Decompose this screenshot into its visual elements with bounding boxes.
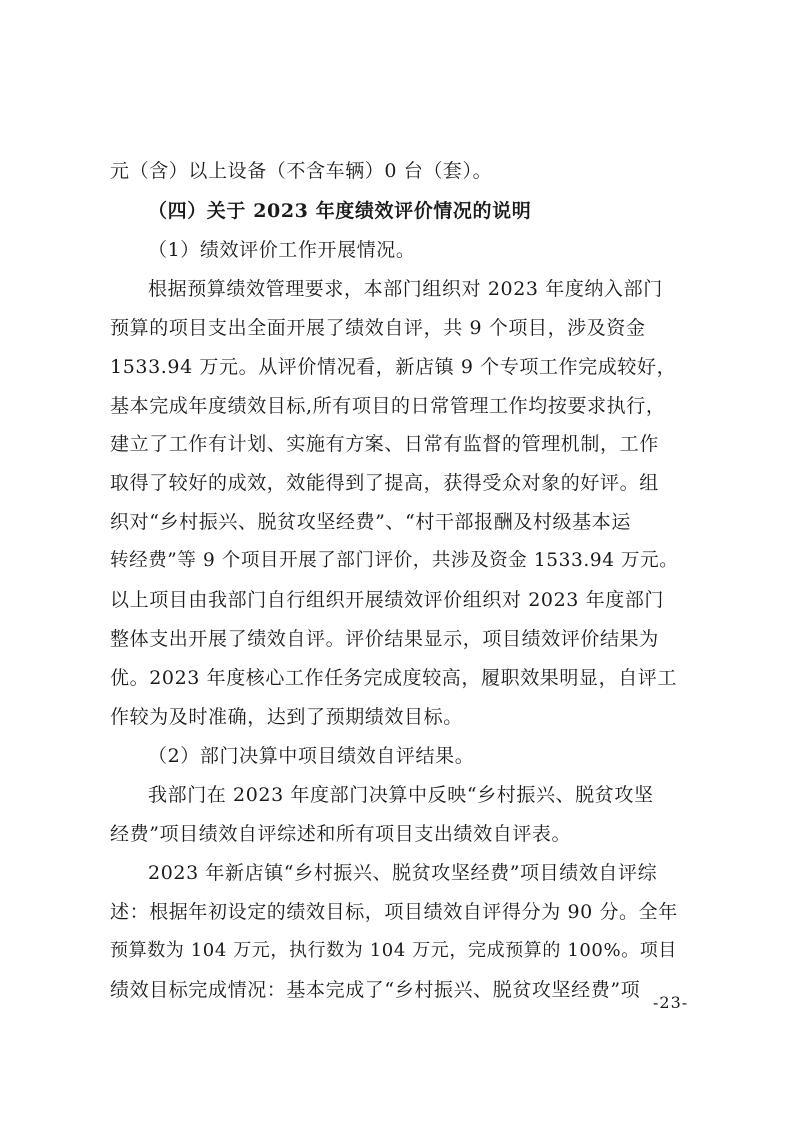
subsection-heading: （2）部门决算中项目绩效自评结果。 (148, 745, 475, 767)
text-line: 1533.94 万元。从评价情况看，新店镇 9 个专项工作完成较好， (110, 356, 677, 378)
section-heading: （四）关于 2023 年度绩效评价情况的说明 (148, 200, 532, 222)
text-line: 我部门在 2023 年度部门决算中反映“乡村振兴、脱贫攻坚 (148, 784, 654, 806)
text-line: 优。2023 年度核心工作任务完成度较高，履职效果明显，自评工 (110, 667, 677, 689)
text-line: 预算的项目支出全面开展了绩效自评，共 9 个项目，涉及资金 (110, 317, 646, 339)
subsection-heading: （1）绩效评价工作开展情况。 (148, 239, 416, 261)
text-line: 根据预算绩效管理要求，本部门组织对 2023 年度纳入部门 (148, 278, 663, 300)
text-line: 整体支出开展了绩效自评。评价结果显示，项目绩效评价结果为 (110, 628, 659, 650)
text-line: 取得了较好的成效，效能得到了提高，获得受众对象的好评。组 (110, 472, 659, 494)
text-line: 2023 年新店镇“乡村振兴、脱贫攻坚经费”项目绩效自评综 (148, 862, 658, 884)
text-line: 建立了工作有计划、实施有方案、日常有监督的管理机制，工作 (110, 433, 659, 455)
text-line: 以上项目由我部门自行组织开展绩效评价组织对 2023 年度部门 (110, 589, 665, 611)
text-line: 元（含）以上设备（不含车辆）0 台（套）。 (110, 160, 493, 182)
text-line: 转经费”等 9 个项目开展了部门评价，共涉及资金 1533.94 万元。 (110, 550, 679, 571)
text-line: 绩效目标完成情况：基本完成了“乡村振兴、脱贫攻坚经费”项 (110, 979, 641, 1001)
text-line: 基本完成年度绩效目标,所有项目的日常管理工作均按要求执行， (110, 395, 666, 417)
text-line: 织对“乡村振兴、脱贫攻坚经费”、“村干部报酬及村级基本运 (110, 511, 631, 533)
text-line: 预算数为 104 万元，执行数为 104 万元，完成预算的 100%。项目 (110, 940, 677, 961)
page-number: -23- (653, 993, 689, 1012)
text-line: 述：根据年初设定的绩效目标，项目绩效自评得分为 90 分。全年 (110, 901, 678, 923)
text-line: 作较为及时准确，达到了预期绩效目标。 (110, 706, 463, 728)
text-line: 经费”项目绩效自评综述和所有项目支出绩效自评表。 (110, 823, 572, 845)
